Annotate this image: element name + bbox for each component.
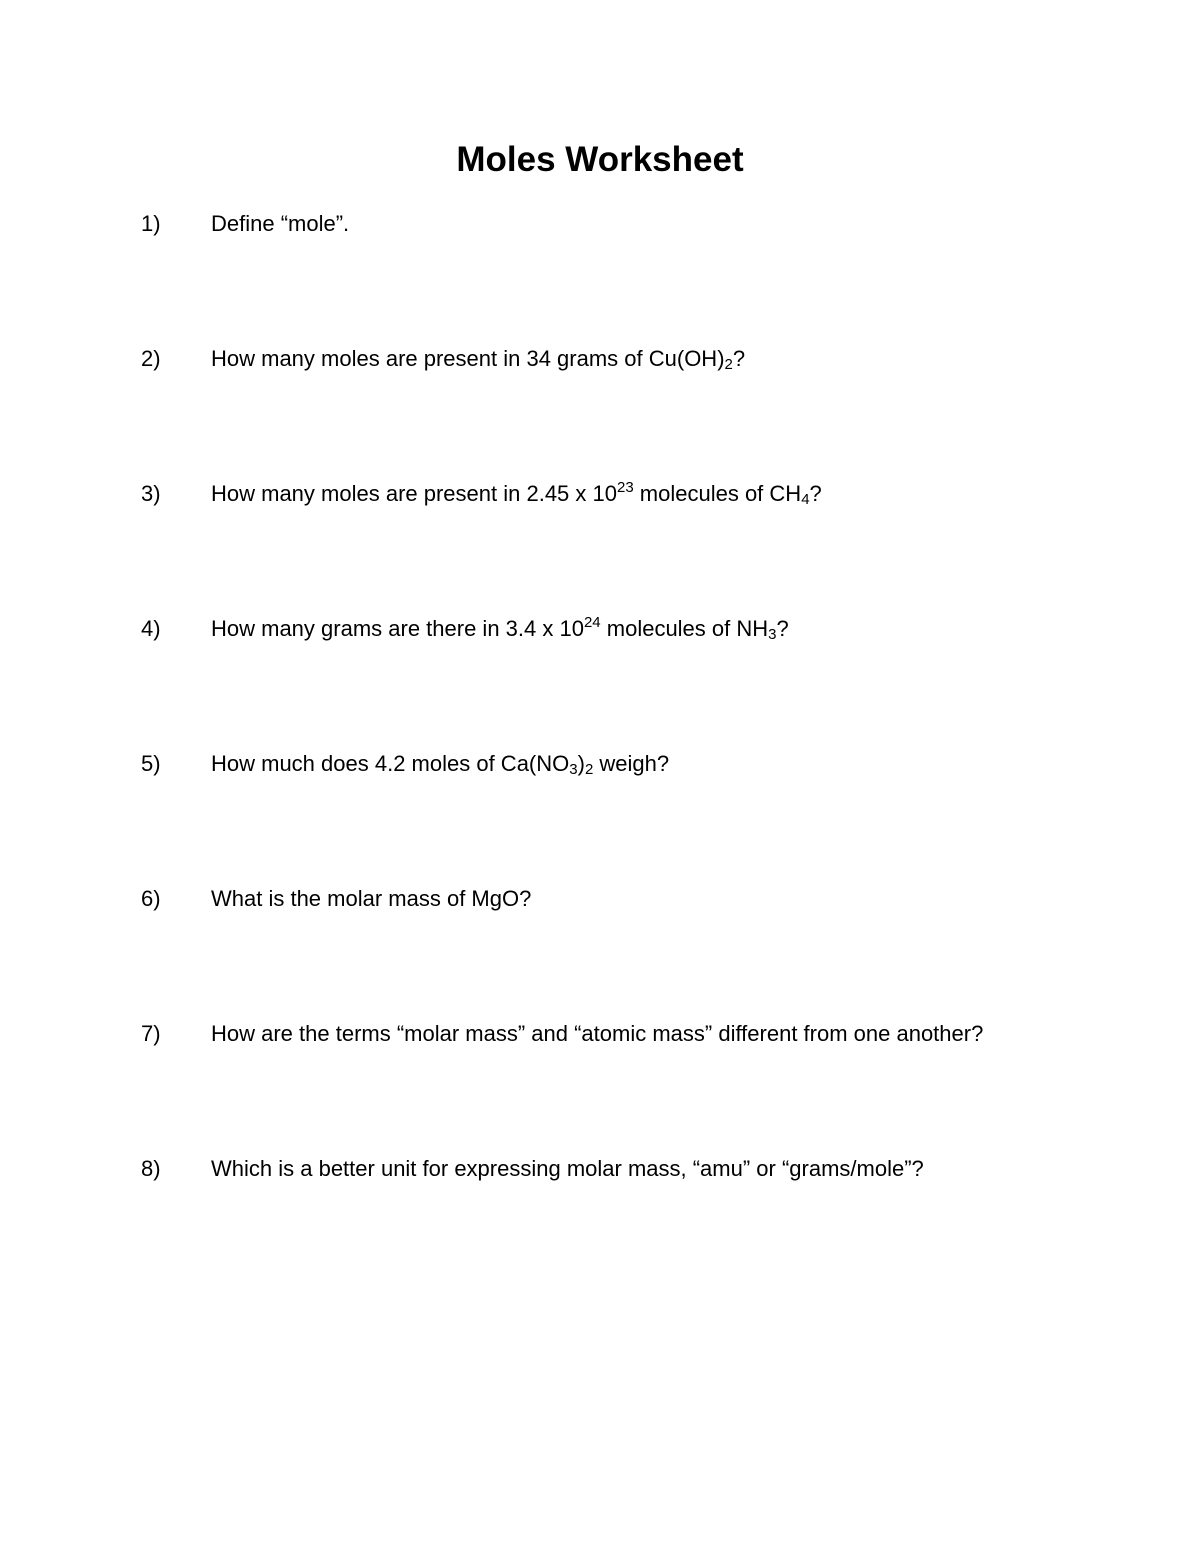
- question-number: 6): [141, 886, 161, 911]
- question-text: How are the terms “molar mass” and “atomic mass” different from one another?: [211, 1021, 984, 1046]
- subscript: 3: [569, 761, 578, 778]
- question-number: 7): [141, 1021, 161, 1046]
- question-number: 3): [141, 481, 161, 506]
- question-number: 8): [141, 1156, 161, 1181]
- question-text: Which is a better unit for expressing molar mass, “amu” or “grams/mole”?: [211, 1156, 924, 1181]
- superscript: 23: [616, 479, 634, 496]
- question-number: 5): [141, 751, 161, 776]
- page-title: Moles Worksheet: [456, 140, 744, 179]
- question-number: 1): [141, 211, 161, 236]
- question-text: How many moles are present in 2.45 x $10^{23}$ molecules of $CH_4$?: [211, 479, 822, 508]
- question-text: How many grams are there in 3.4 x $10^{24}$ molecules of $NH_3$?: [211, 614, 789, 643]
- question-text: How many moles are present in 34 grams of $Cu(OH)_2$?: [211, 346, 746, 373]
- superscript: 24: [583, 614, 601, 631]
- question-text: How much does 4.2 moles of $Ca(NO_3)_2$ weigh?: [211, 751, 670, 778]
- subscript: 3: [768, 626, 777, 643]
- subscript: 2: [584, 761, 594, 778]
- question-number: 2): [141, 346, 161, 371]
- question-text: Define “mole”.: [211, 211, 350, 236]
- question-number: 4): [141, 616, 161, 641]
- question-text: What is the molar mass of MgO?: [211, 886, 532, 911]
- subscript: 2: [724, 356, 733, 373]
- subscript: 4: [801, 491, 810, 508]
